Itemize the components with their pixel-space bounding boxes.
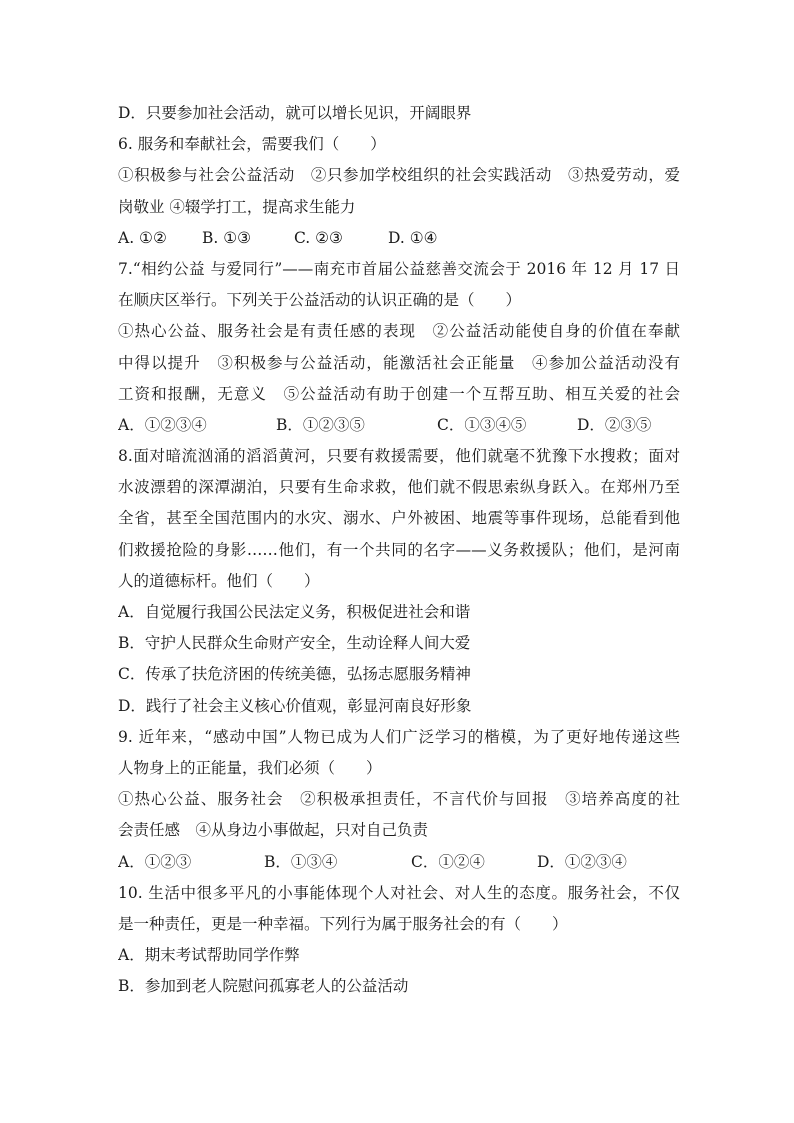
q9-option-c: C．①②④ (411, 852, 485, 871)
q7-items-line1: ①热心公益、服务社会是有责任感的表现 ②公益活动能使自身的价值在奉献 (118, 322, 680, 341)
q8-option-d: D．践行了社会主义核心价值观，彰显河南良好形象 (118, 696, 472, 715)
q9-stem-line2: 人物身上的正能量，我们必须（ ） (118, 758, 382, 777)
q7-stem-line1: 7.“相约公益 与爱同行”——南充市首届公益慈善交流会于 2016 年 12 月 17 日 (118, 259, 680, 278)
q10-option-a: A．期末考试帮助同学作弊 (118, 946, 300, 965)
q7-items-line3: 工资和报酬，无意义 ⑤公益活动有助于创建一个互帮互助、相互关爱的社会 (118, 384, 680, 403)
q8-option-a: A．自觉履行我国公民法定义务，积极促进社会和谐 (118, 603, 471, 621)
q5-option-d: D．只要参加社会活动，就可以增长见识，开阔眼界 (118, 104, 472, 122)
q7-option-a: A．①②③④ (118, 415, 207, 434)
q7-option-c: C．①③④⑤ (437, 415, 527, 434)
q6-items-line1: ①积极参与社会公益活动 ②只参加学校组织的社会实践活动 ③热爱劳动，爱 (118, 166, 680, 185)
q6-items-line2: 岗敬业 ④辍学打工，提高求生能力 (118, 197, 356, 216)
q9-items-line1: ①热心公益、服务社会 ②积极承担责任，不言代价与回报 ③培养高度的社 (118, 790, 680, 809)
q9-option-a: A．①②③ (118, 852, 192, 871)
q7-option-d: D．②③⑤ (577, 415, 652, 434)
exam-page (118, 98, 680, 1002)
q6-stem: 6. 服务和奉献社会，需要我们（ ） (118, 135, 386, 154)
q7-options (118, 410, 680, 441)
q10-stem-line1: 10. 生活中很多平凡的小事能体现个人对社会、对人生的态度。服务社会，不仅 (118, 883, 680, 902)
q8-stem-line1: 8.面对暗流汹涌的滔滔黄河，只要有救援需要，他们就毫不犹豫下水搜救；面对 (118, 447, 680, 466)
q7-items-line2: 中得以提升 ③积极参与公益活动，能激活社会正能量 ④参加公益活动没有 (118, 353, 680, 372)
q9-options (118, 847, 680, 878)
q7-stem-line2: 在顺庆区举行。下列关于公益活动的认识正确的是（ ） (118, 291, 522, 310)
q9-items-line2: 会责任感 ④从身边小事做起，只对自己负责 (118, 821, 429, 840)
q10-stem-line2: 是一种责任，更是一种幸福。下列行为属于服务社会的有（ ） (118, 914, 568, 933)
q9-option-b: B．①③④ (264, 852, 338, 871)
q9-stem-line1: 9. 近年来，“感动中国”人物已成为人们广泛学习的楷模，为了更好地传递这些 (118, 727, 680, 746)
q8-stem-line4: 们救援抢险的身影……他们，有一个共同的名字——义务救援队；他们，是河南 (118, 540, 680, 559)
q10-option-b: B．参加到老人院慰问孤寡老人的公益活动 (118, 977, 409, 996)
q9-option-d: D．①②③④ (537, 852, 627, 871)
q8-stem-line3: 全省，甚至全国范围内的水灾、溺水、户外被困、地震等事件现场，总能看到他 (118, 509, 680, 528)
q8-option-c: C．传承了扶危济困的传统美德，弘扬志愿服务精神 (118, 665, 471, 684)
q8-stem-line2: 水波漂碧的深潭湖泊，只要有生命求救，他们就不假思索纵身跃入。在郑州乃至 (118, 478, 680, 497)
q6-option-d: D. ①④ (388, 228, 438, 247)
q8-stem-line5: 人的道德标杆。他们（ ） (118, 571, 320, 590)
q8-option-b: B．守护人民群众生命财产安全，生动诠释人间大爱 (118, 634, 471, 653)
q6-option-b: B. ①③ (202, 228, 252, 247)
q6-option-a: A. ①② (118, 228, 167, 247)
q7-option-b: B．①②③⑤ (276, 415, 365, 434)
q6-options (118, 223, 680, 254)
q6-option-c: C. ②③ (294, 228, 343, 247)
